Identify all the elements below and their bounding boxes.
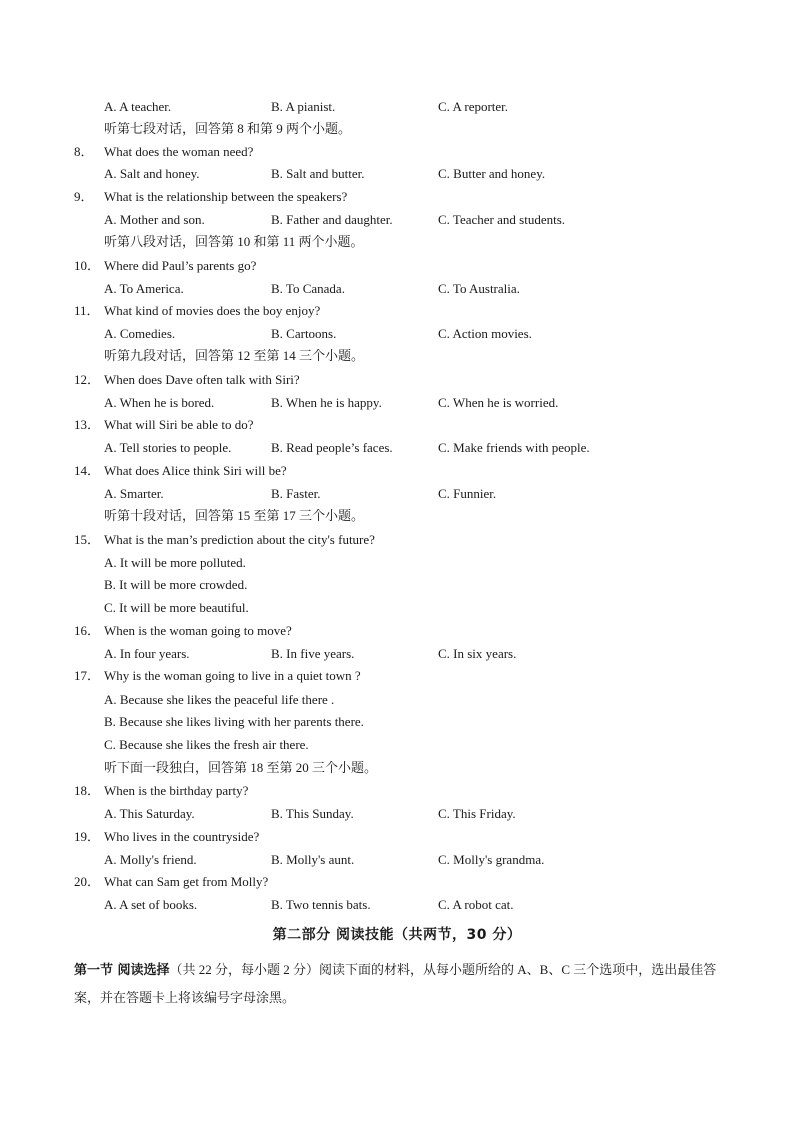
option-c: C. When he is worried. [438, 395, 559, 410]
question-number: 9． [74, 189, 94, 204]
question-number: 11． [74, 303, 100, 318]
option-a: A. Salt and honey. [104, 166, 200, 181]
option-c: C. A robot cat. [438, 897, 514, 912]
option-c: C. Make friends with people. [438, 440, 590, 455]
part-two-title: 第二部分 阅读技能（共两节，30 分） [272, 927, 522, 943]
option-b: B. In five years. [271, 646, 355, 661]
option-text: C. It will be more beautiful. [104, 600, 249, 615]
option-b: B. Cartoons. [271, 326, 337, 341]
option-b: B. Read people’s faces. [271, 440, 393, 455]
option-b: B. To Canada. [271, 281, 345, 296]
option-a: A. Molly's friend. [104, 852, 197, 867]
option-text: B. It will be more crowded. [104, 577, 248, 592]
option-text: A. It will be more polluted. [104, 555, 246, 570]
question-number: 16． [74, 623, 101, 638]
option-c: C. To Australia. [438, 281, 520, 296]
option-a: A. To America. [104, 281, 184, 296]
option-b: B. Faster. [271, 486, 321, 501]
option-b: B. When he is happy. [271, 395, 382, 410]
question-number: 18． [74, 783, 101, 798]
option-b: B. Molly's aunt. [271, 852, 355, 867]
question-text: What does Alice think Siri will be? [104, 463, 287, 478]
question-number: 13． [74, 417, 101, 432]
question-text: What is the man’s prediction about the city's future? [104, 532, 375, 547]
instruction-text: 听下面一段独白，回答第 18 至第 20 三个小题。 [104, 760, 378, 775]
instruction-text: 听第十段对话，回答第 15 至第 17 三个小题。 [104, 508, 365, 523]
question-text: When is the birthday party? [104, 783, 249, 798]
section-one-instructions [74, 956, 724, 1011]
question-text: Where did Paul’s parents go? [104, 258, 257, 273]
option-a: A. A set of books. [104, 897, 198, 912]
section-one-text: （共 22 分，每小题 2 分）阅读下面的材料，从每小题所给的 A、B、C 三个选项中，选出最佳答案，并在答题卡上将该编号字母涂黑。 [74, 962, 717, 1005]
option-text: C. Because she likes the fresh air there. [104, 737, 309, 752]
option-a: A. Comedies. [104, 326, 176, 341]
option-a: A. Tell stories to people. [104, 440, 232, 455]
question-text: What can Sam get from Molly? [104, 874, 269, 889]
option-c: C. Funnier. [438, 486, 497, 501]
question-number: 20． [74, 874, 101, 889]
question-text: When does Dave often talk with Siri? [104, 372, 300, 387]
question-number: 17． [74, 668, 101, 683]
question-number: 14． [74, 463, 101, 478]
option-b: B. Salt and butter. [271, 166, 365, 181]
question-text: Who lives in the countryside? [104, 829, 260, 844]
question-text: Why is the woman going to live in a quiet town ? [104, 668, 361, 683]
option-c: C. Teacher and students. [438, 212, 566, 227]
option-b: B. A pianist. [271, 99, 336, 114]
question-text: What does the woman need? [104, 144, 254, 159]
instruction-text: 听第七段对话，回答第 8 和第 9 两个小题。 [104, 121, 352, 136]
question-number: 8． [74, 144, 94, 159]
option-b: B. Father and daughter. [271, 212, 393, 227]
question-text: What will Siri be able to do? [104, 417, 254, 432]
option-a: A. In four years. [104, 646, 190, 661]
question-text: What is the relationship between the speakers? [104, 189, 348, 204]
question-text: When is the woman going to move? [104, 623, 292, 638]
question-number: 15． [74, 532, 101, 547]
option-a: A. This Saturday. [104, 806, 195, 821]
option-b: B. This Sunday. [271, 806, 354, 821]
option-c: C. In six years. [438, 646, 517, 661]
option-c: C. Action movies. [438, 326, 532, 341]
question-text: What kind of movies does the boy enjoy? [104, 303, 321, 318]
question-number: 19． [74, 829, 101, 844]
option-text: A. Because she likes the peaceful life there . [104, 692, 335, 707]
option-c: C. This Friday. [438, 806, 516, 821]
option-c: C. Molly's grandma. [438, 852, 545, 867]
option-b: B. Two tennis bats. [271, 897, 371, 912]
question-number: 12． [74, 372, 101, 387]
option-a: A. Mother and son. [104, 212, 205, 227]
question-number: 10． [74, 258, 101, 273]
option-c: C. Butter and honey. [438, 166, 546, 181]
section-one-lead: 第一节 阅读选择 [74, 963, 170, 978]
instruction-text: 听第八段对话，回答第 10 和第 11 两个小题。 [104, 234, 364, 249]
option-a: A. Smarter. [104, 486, 164, 501]
instruction-text: 听第九段对话，回答第 12 至第 14 三个小题。 [104, 348, 365, 363]
option-c: C. A reporter. [438, 99, 509, 114]
option-a: A. A teacher. [104, 99, 172, 114]
option-a: A. When he is bored. [104, 395, 215, 410]
option-text: B. Because she likes living with her parents there. [104, 714, 364, 729]
